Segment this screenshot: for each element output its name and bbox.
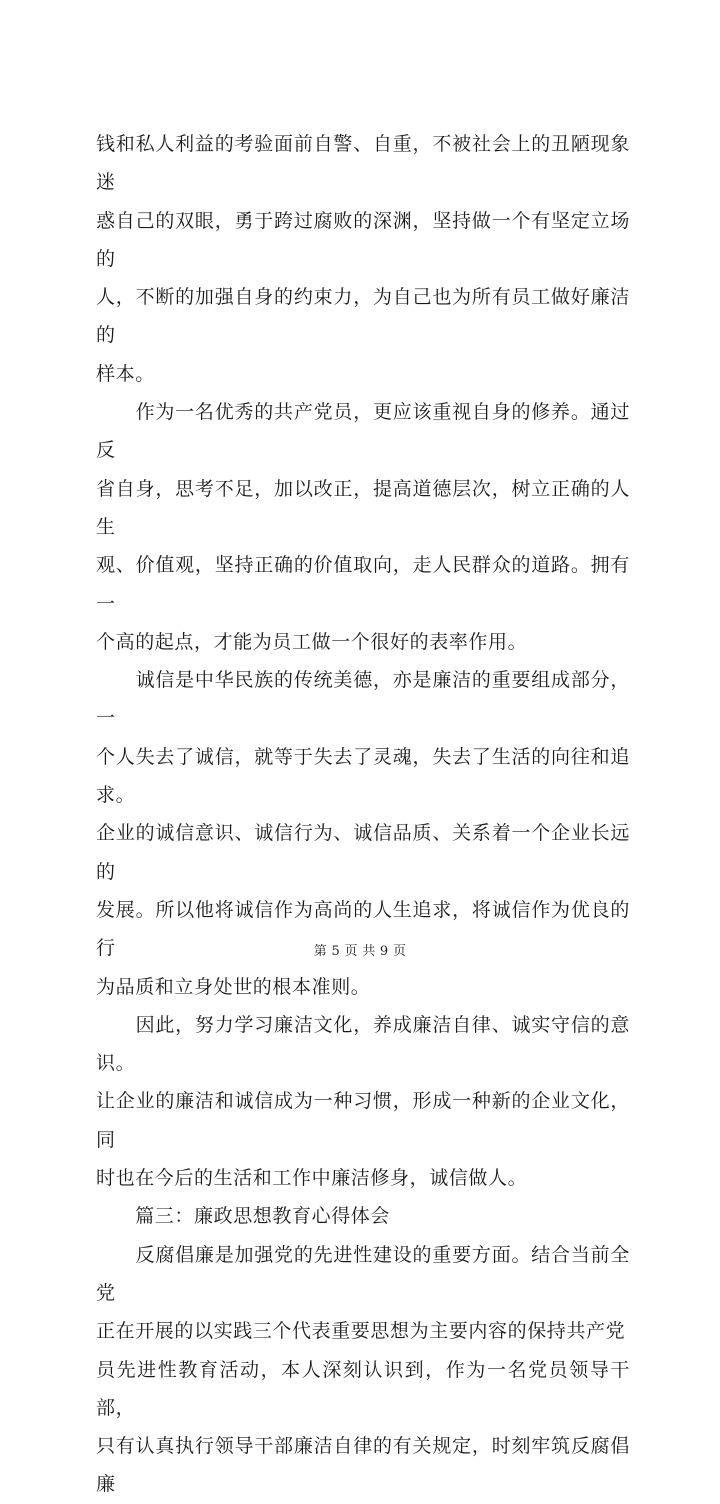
paragraph-3: 诚信是中华民族的传统美德，亦是廉洁的重要组成部分，一 个人失去了诚信，就等于失去了灵魂，失去了生活的向往和追求。 企业的诚信意识、诚信行为、诚信品质、关系着一个企业长远的 发展。所以他将诚信作为高尚的人生追求，将诚信作为优良的行 为品质和立身处世的根本准则。 — [96, 669, 630, 998]
section-heading: 篇三：廉政思想教育心得体会 — [96, 1205, 391, 1228]
paragraph-2: 作为一名优秀的共产党员，更应该重视自身的修养。通过反 省自身，思考不足，加以改正，提高道德层次，树立正确的人生 观、价值观，坚持正确的价值取向，走人民群众的道路。拥有一 个高的起点，才能为员工做一个很好的表率作用。 — [96, 401, 630, 653]
paragraph-5: 反腐倡廉是加强党的先进性建设的重要方面。结合当前全党 正在开展的以实践三个代表重要思想为主要内容的保持共产党 员先进性教育活动，本人深刻认识到，作为一名党员领导干部， 只有认真执行领导干部廉洁自律的有关规定，时刻牢筑反腐倡廉 — [96, 1243, 630, 1496]
paragraph-4: 因此，努力学习廉洁文化，养成廉洁自律、诚实守信的意识。 让企业的廉洁和诚信成为一种习惯，形成一种新的企业文化，同 时也在今后的生活和工作中廉洁修身，诚信做人。 — [96, 1013, 630, 1190]
page-number-footer: 第 5 页 共 9 页 — [313, 944, 407, 959]
paragraph-1: 钱和私人利益的考验面前自警、自重，不被社会上的丑陋现象迷 惑自己的双眼，勇于跨过腐败的深渊，坚持做一个有坚定立场的 人，不断的加强自身的约束力，为自己也为所有员工做好廉洁的 样本。 — [96, 133, 630, 385]
document-body — [96, 125, 630, 1504]
